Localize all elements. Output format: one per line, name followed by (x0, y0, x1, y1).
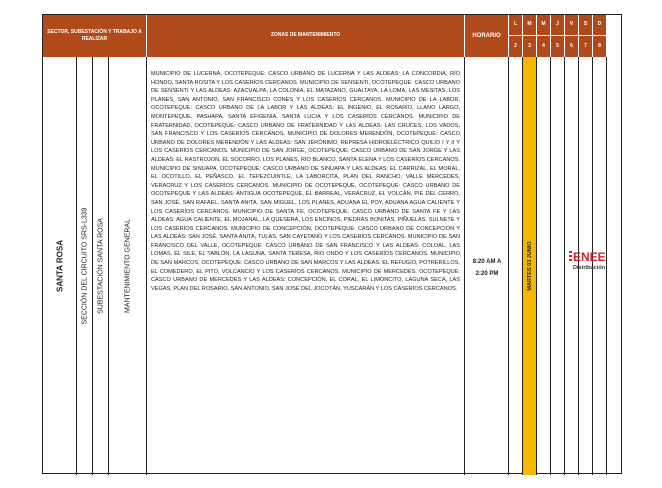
day-number-header: 8 (593, 36, 607, 57)
day-number-header: 4 (537, 36, 551, 57)
hours-cell (465, 57, 509, 475)
day-column (551, 57, 565, 475)
day-number-header: 7 (579, 36, 593, 57)
logo-text: ENEE (573, 250, 606, 264)
day-number-header: 3 (523, 36, 537, 57)
day-column-highlighted (523, 57, 537, 475)
day-letter-header: D (593, 15, 607, 36)
work-type: MANTENIMIENTO GENERAL (124, 219, 131, 313)
header-horario-label: HORARIO (472, 32, 501, 39)
day-number-header: 2 (509, 36, 523, 57)
day-letter-header: J (551, 15, 565, 36)
header-zones-label: ZONAS DE MANTENIMIENTO (270, 32, 341, 39)
header-sector-label: SECTOR, SUBESTACIÓN Y TRABAJO A REALIZAR (47, 28, 142, 42)
enee-logo (569, 245, 621, 275)
circuit-cell (77, 57, 93, 475)
header-zones (147, 15, 465, 57)
substation-name: SUBESTACIÓN SANTA ROSA (97, 218, 104, 314)
sector-name: SANTA ROSA (55, 240, 64, 292)
substation-cell (93, 57, 109, 475)
day-letter-header: V (565, 15, 579, 36)
day-number-header: 6 (565, 36, 579, 57)
work-cell (109, 57, 147, 475)
zones-text: MUNICIPIO DE LUCERNA, OCOTEPEQUE: CASCO URBANO DE LUCERNA Y LAS ALDEAS: LA CONCORDIA, RÍO HONDO, SANTA ROSITA Y LOS CASERÍOS CERCANOS. MUNICIPIO DE SENSENTI, OCOTEPEQUE: CASCO URBANO DE SENSENTI Y LAS ALDEAS: AZACUALPA, LA COLONIA, EL MATAZANO, GUALTAYA, LA LOMA, LAS MESITAS, LOS PLANES, SAN ANTONIO, SAN FRANCISCO CONES Y LOS CASERÍOS CERCANOS. MUNICIPIO DE LA LABOR, OCOTEPEQUE: CASCO URBANO DE LA LABOR Y LAS ALDEAS: EL INGENIO, EL ROSARIO, LLANO LARGO, MONTEPEQUE, PASHAPA, SANTA EFIGENIA, SANTA LUCIA Y LOS CASERÍOS CERCANOS. MUNICIPIO DE FRATERNIDAD, OCOTEPEQUE: CASCO URBANO DE FRATERNIDAD Y LAS ALDEAS: LAS CRUCES, LOS VADOS, SAN FRANCISCO Y LOS CASERÍOS CERCANOS. MUNICIPIO DE DOLORES MERENDÓN, OCOTEPEQUE: CASCO URBANO DE DOLORES MERENDÓN Y LAS ALDEAS: SAN JERÓNIMO, REPRESA HIDROELÉCTRICO QUILIO I Y II Y LOS CASERÍOS CERCANOS. MUNICIPIO DE SAN JORGE, OCOTEPEQUE: CASCO URBANO DE SAN JORGE Y LAS ALDEAS: EL RASTROJON, EL SOCORRO, LOS PLANES, RÍO BLANCO, SANTA ELENA Y LOS CASERÍOS CERCANOS. MUNICIPIO DE SINUAPA, OCOTEPEQUE: CASCO URBANO DE SINUAPA Y LAS ALDEAS: EL CARRIZAL, EL MORAL, EL OCOTILLO, EL PEÑASCO, EL TEPEZCUINTLE, LA LABORCITA, PLAN DEL RANCHO, VALLE MERCEDES, VERACRUZ Y LOS CASERÍOS CERCANOS. MUNICIPIO DE OCOTEPEQUE, OCOTEPEQUE: CASCO URBANO DE OCOTEPEQUE Y LAS ALDEAS: ANTIGUA OCOTEPEQUE, EL BARREAL, VERACRUZ, EL VOLCÁN, PIE DEL CERRO, SAN JOSÉ, SAN RAFAEL, SANTA ANITA, SAN MIGUEL, LOS PLANES, ADUANA EL POY, ADUANA AGUA CALIENTE Y LOS CASERÍOS CERCANOS. MUNICIPIO DE SANTA FE, OCOTEPEQUE: CASCO URBANO DE SANTA FE Y LAS ALDEAS: AGUA CALIENTE, EL MOJANAL, LA QUESERA, LOS ENCINOS, PIEDRAS BONITAS, PIÑUELAS, SULNETE Y LOS CASERÍOS CERCANOS. MUNICIPIO DE CONCEPCIÓN, OCOTEPEQUE: CASCO URBANO DE CONCEPCIÓN Y LAS ALDEAS: SAN JOSÉ, SANTA ANITA, TULAS, SAN CAYETANO Y LOS CASERÍOS CERCANOS. MUNICIPIO DE SAN FRANCISCO DEL VALLE, OCOTEPEQUE: CASCO URBANO DE SAN FRANCISCO Y LAS ALDEAS: COLOAL, LAS LOMAS, EL SILE, EL TABLÓN, LA LAGUNA, SANTA TERESA, RIO ONDO Y LOS CASERÍOS CERCANOS. MUNICIPIO DE SAN MARCOS, OCOTEPEQUE: CASCO URBANO DE SAN MARCOS Y LAS ALDEAS: EL REFUGIO, POTRERILLOS, EL COMEDERO, EL PITO, VOLCANCIO Y LOS CASERÍOS CERCANOS. MUNICIPIO DE MERCEDES, OCOTEPEQUE: CASCO URBANO DE MERCEDES Y LAS ALDEAS: CONCEPCIÓN, EL CORAL, EL LIMONCITO, LAGUNA SECA, LAS VEGAS, PLAN DEL ROSARIO, SAN ANTONIO, SAN JOSÉ DEL JOCOTÁN, YUSCARÁN Y LOS CASERÍOS CERCANOS. (147, 57, 465, 475)
header-horario (465, 15, 509, 57)
logo-subtext: Distribución (573, 265, 606, 271)
day-letter-header: S (579, 15, 593, 36)
day-letter-header: L (509, 15, 523, 36)
sector-cell (43, 57, 77, 475)
circuit-name: SECCIÓN DEL CIRCUITO SRS-L339 (81, 207, 88, 325)
day-number-header: 5 (551, 36, 565, 57)
day-letter-header: M (523, 15, 537, 36)
day-column (537, 57, 551, 475)
time-start: 8:20 AM A (472, 259, 502, 265)
maintenance-table (42, 14, 622, 474)
day-letter-header: M (537, 15, 551, 36)
day-column (509, 57, 523, 475)
enee-logo-mark (569, 245, 621, 275)
time-end: 2:20 PM (475, 271, 499, 277)
header-sector (43, 15, 147, 57)
day-label: MARTES 03 JUNIO (526, 241, 533, 291)
